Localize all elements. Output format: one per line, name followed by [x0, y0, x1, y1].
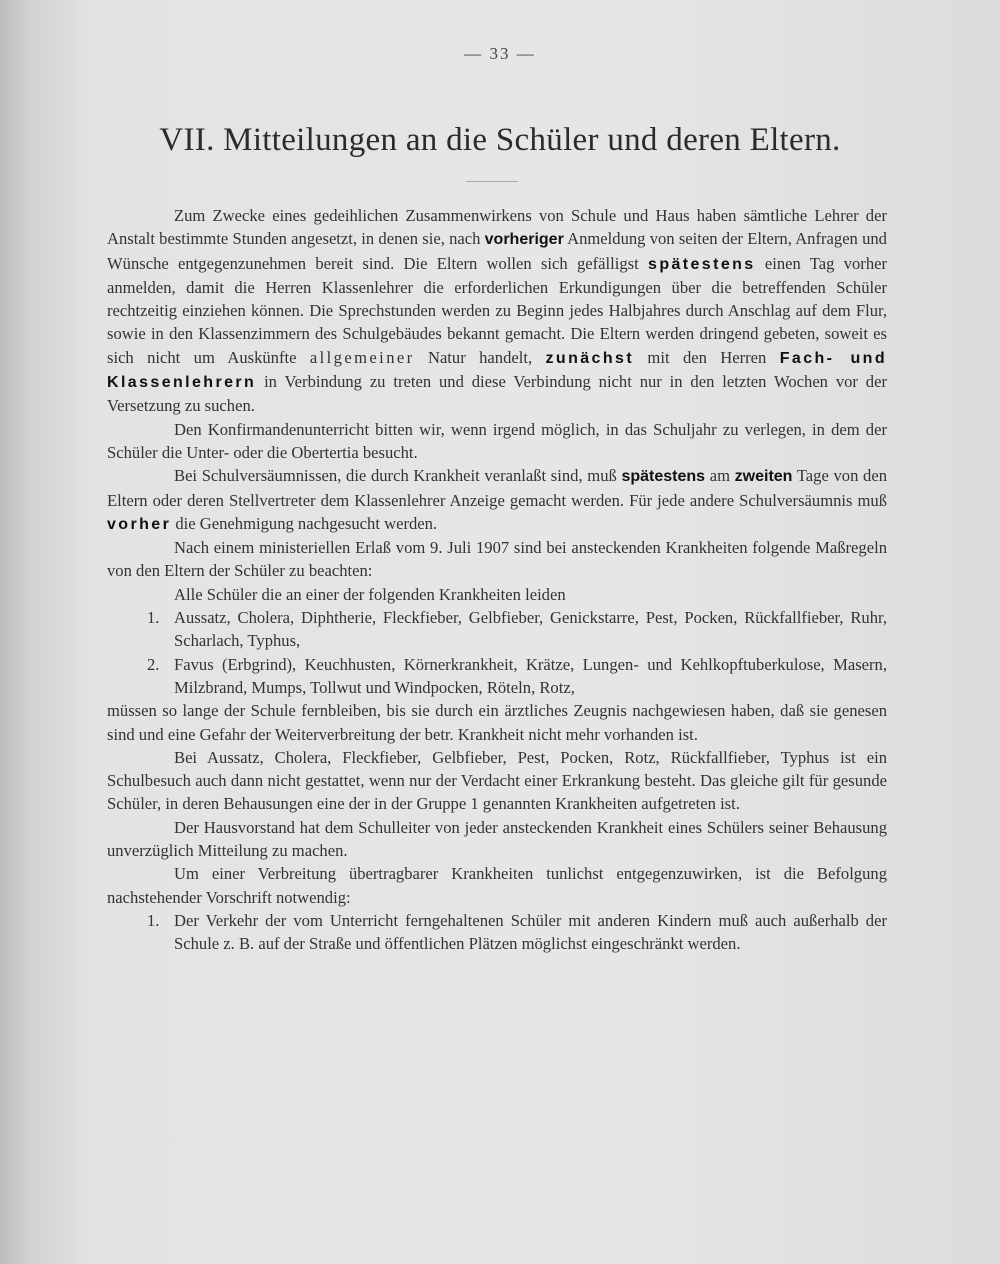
body-text [107, 204, 887, 956]
list-item: 1. Der Verkehr der vom Unterricht ferngehaltenen Schüler mit anderen Kindern muß auch außerhalb der Schule z. B. auf der Straße und öffentlichen Plätzen möglichst eingeschränkt werden. [147, 910, 887, 954]
paragraph-prevention: Um einer Verbreitung übertragbarer Krankheiten tunlichst entgegenzuwirken, ist die Befolgung nachstehender Vorschrift notwendig: [107, 864, 887, 907]
section-heading: VII. Mitteilungen an die Schüler und deren Eltern. [159, 122, 841, 158]
paragraph-consultation-hours: Zum Zwecke eines gedeihlichen Zusammenwirkens von Schule und Haus haben sämtliche Lehrer der Anstalt bestimmte Stunden angesetzt, in denen sie, nach vorheriger Anmeldung von seiten der Eltern, Anfragen und Wünsche entgegenzunehmen bereit sind. Die Eltern wollen sich gefälligst spätestens einen Tag vorher anmelden, damit die Herren Klassenlehrer die erforderlichen Erkundigungen über die betreffenden Schüler rechtzeitig einziehen können. Die Sprechstunden werden zu Beginn jedes Halbjahres durch Anschlag auf dem Flur, sowie in den Klassenzimmern des Schulgebäudes bekannt gemacht. Die Eltern werden dringend gebeten, soweit es sich nicht um Auskünfte allgemeiner Natur handelt, zunächst mit den Herren Fach- und Klassenlehrern in Verbindung zu treten und diese Verbindung nicht nur in den letzten Wochen vor der Versetzung zu suchen. [107, 206, 888, 416]
paragraph-confirmation-class: Den Konfirmandenunterricht bitten wir, wenn irgend möglich, in das Schuljahr zu verlegen, in dem der Schüler die Unter- oder die Obertertia besucht. [107, 419, 887, 462]
emphasis-zweiten: zweiten [734, 468, 793, 486]
paragraph-suspicion: Bei Aussatz, Cholera, Fleckfieber, Gelbfieber, Pest, Pocken, Rotz, Rückfallfieber, Typhus ist ein Schulbesuch auch dann nicht gestattet, wenn nur der Verdacht einer Erkrankung besteht. Das gleiche gilt für gesunde Schüler, in deren Behausungen eine der in der Gruppe 1 genannten Krankheiten aufgetreten ist. [107, 747, 887, 814]
paragraph-household-head: Der Hausvorstand hat dem Schulleiter von jeder ansteckenden Krankheit eines Schülers seiner Behausung unverzüglich Mitteilung zu machen. [107, 817, 887, 861]
paragraph-all-pupils: Alle Schüler die an einer der folgenden Krankheiten leiden [174, 584, 566, 604]
heading-divider [466, 181, 518, 182]
list-item: 1. Aussatz, Cholera, Diphtherie, Fleckfieber, Gelbfieber, Genickstarre, Pest, Pocken, Rückfallfieber, Ruhr, Scharlach, Typhus, [147, 608, 887, 651]
emphasis-vorher: vorher [107, 515, 172, 533]
emphasis-spaetestens: spätestens [648, 255, 756, 273]
paragraph-ministerial-decree: Nach einem ministeriellen Erlaß vom 9. Juli 1907 sind bei ansteckenden Krankheiten folgende Maßregeln von den Eltern der Schüler zu beachten: [107, 538, 887, 581]
emphasis-zunaechst: zunächst [545, 349, 635, 367]
emphasis-vorheriger: vorheriger [484, 231, 564, 249]
emphasis-allgemeiner: allgemeiner [309, 347, 415, 367]
emphasis-fach-klassenlehrern: Fach- und Klassenlehrern [107, 349, 888, 392]
list-item: 2. Favus (Erbgrind), Keuchhusten, Körnerkrankheit, Krätze, Lungen- und Kehlkopftuberkulose, Masern, Milzbrand, Mumps, Tollwut und Windpocken, Röteln, Rotz, [147, 654, 887, 697]
paragraph-absences: Bei Schulversäumnissen, die durch Krankheit veranlaßt sind, muß spätestens am zweiten Tage von den Eltern oder deren Stellvertreter dem Klassenlehrer Anzeige gemacht werden. Für jede andere Schulversäumnis muß vorher die Genehmigung nachgesucht werden. [107, 466, 887, 533]
emphasis-spaetestens-2: spätestens [621, 468, 706, 486]
paragraph-must-stay-away: müssen so lange der Schule fernbleiben, bis sie durch ein ärztliches Zeugnis nachgewiesen haben, daß sie genesen sind und eine Gefahr der Weiterverbreitung der betr. Krankheit nicht mehr vorhanden ist. [107, 701, 887, 744]
page-number: — 33 — [464, 44, 536, 63]
